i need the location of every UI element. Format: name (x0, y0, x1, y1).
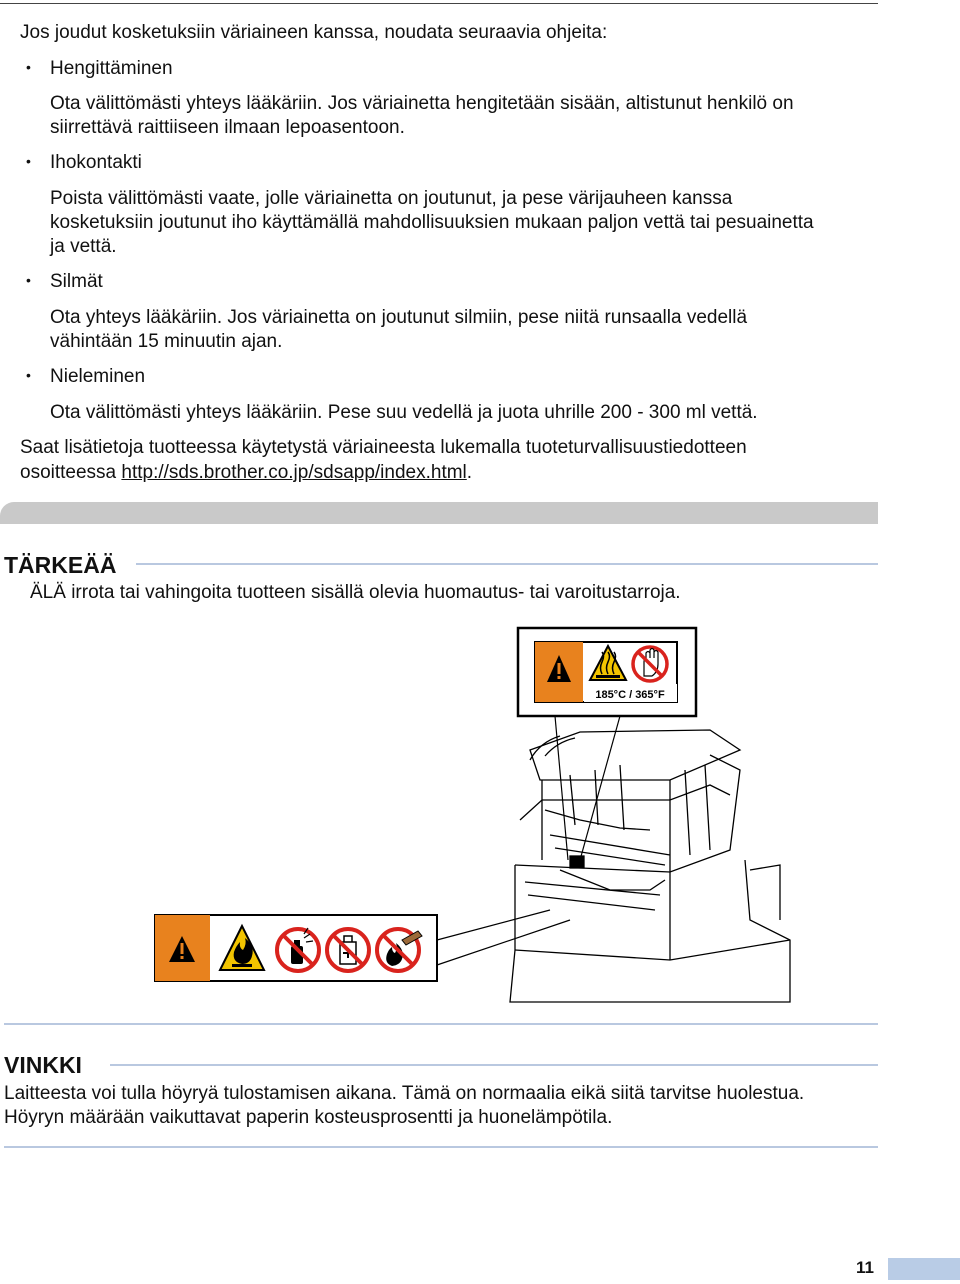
no-touch-icon (633, 647, 667, 681)
page-number-tab (888, 1258, 960, 1280)
item-text: Poista välittömästi vaate, jolle väriainetta on joutunut, ja pese värijauheen kanssa (50, 188, 733, 209)
note-heading-rule (110, 1064, 878, 1066)
info-text: Saat lisätietoja tuotteessa käytetystä väriaineesta lukemalla tuoteturvallisuustiedotteen (20, 437, 747, 458)
item-text: kosketuksiin joutunut iho käyttämällä mahdollisuuksien mukaan paljon vettä tai pesuainetta (50, 212, 814, 233)
page-number: 11 (856, 1258, 874, 1277)
top-rule (0, 3, 878, 4)
printer-drawing (510, 730, 790, 1002)
item-text: vähintään 15 minuutin ajan. (50, 331, 283, 352)
note-text: Höyryn määrään vaikuttavat paperin kosteusprosentti ja huonelämpötila. (4, 1107, 613, 1128)
bullet: • (26, 272, 31, 288)
no-flammable-liquid-icon (327, 929, 369, 971)
item-title-swallowing: Nieleminen (50, 366, 146, 387)
item-title-skin: Ihokontakti (50, 152, 142, 173)
item-title-inhalation: Hengittäminen (50, 58, 173, 79)
item-text: ja vettä. (50, 236, 117, 257)
info-suffix: . (466, 462, 473, 483)
item-text: Ota yhteys lääkäriin. Jos väriainetta on joutunut silmiin, pese niitä runsaalla vedellä (50, 307, 748, 328)
no-aerosol-icon (277, 928, 319, 971)
important-text: ÄLÄ irrota tai vahingoita tuotteen sisällä olevia huomautus- tai varoitustarroja. (30, 582, 681, 603)
info-text-line2 (20, 461, 472, 485)
important-heading: TÄRKEÄÄ (4, 552, 117, 578)
printer-warning-labels-illustration (150, 620, 850, 1005)
bullet: • (26, 59, 31, 75)
temp-text: 185°C / 365°F (595, 689, 665, 701)
intro-text: Jos joudut kosketuksiin väriaineen kanssa, noudata seuraavia ohjeita: (20, 22, 608, 43)
bullet: • (26, 153, 31, 169)
item-text: Ota välittömästi yhteys lääkäriin. Pese suu vedellä ja juota uhrille 200 - 300 ml vettä. (50, 402, 758, 423)
important-heading-rule (136, 563, 878, 565)
info-prefix: osoitteessa (20, 462, 122, 483)
section-rule (4, 1023, 878, 1025)
bullet: • (26, 367, 31, 383)
section-divider-band (0, 502, 878, 524)
no-fire-icon (377, 929, 422, 971)
section-rule-bottom (4, 1146, 878, 1148)
note-text: Laitteesta voi tulla höyryä tulostamisen aikana. Tämä on normaalia eikä siitä tarvitse huolestua. (4, 1083, 805, 1104)
item-title-eyes: Silmät (50, 271, 103, 292)
note-heading: VINKKI (4, 1052, 82, 1078)
item-text: siirrettävä raittiiseen ilmaan lepoasentoon. (50, 117, 405, 138)
item-text: Ota välittömästi yhteys lääkäriin. Jos väriainetta hengitetään sisään, altistunut henkilö on (50, 93, 794, 114)
sds-link[interactable]: http://sds.brother.co.jp/sdsapp/index.html (121, 462, 467, 483)
